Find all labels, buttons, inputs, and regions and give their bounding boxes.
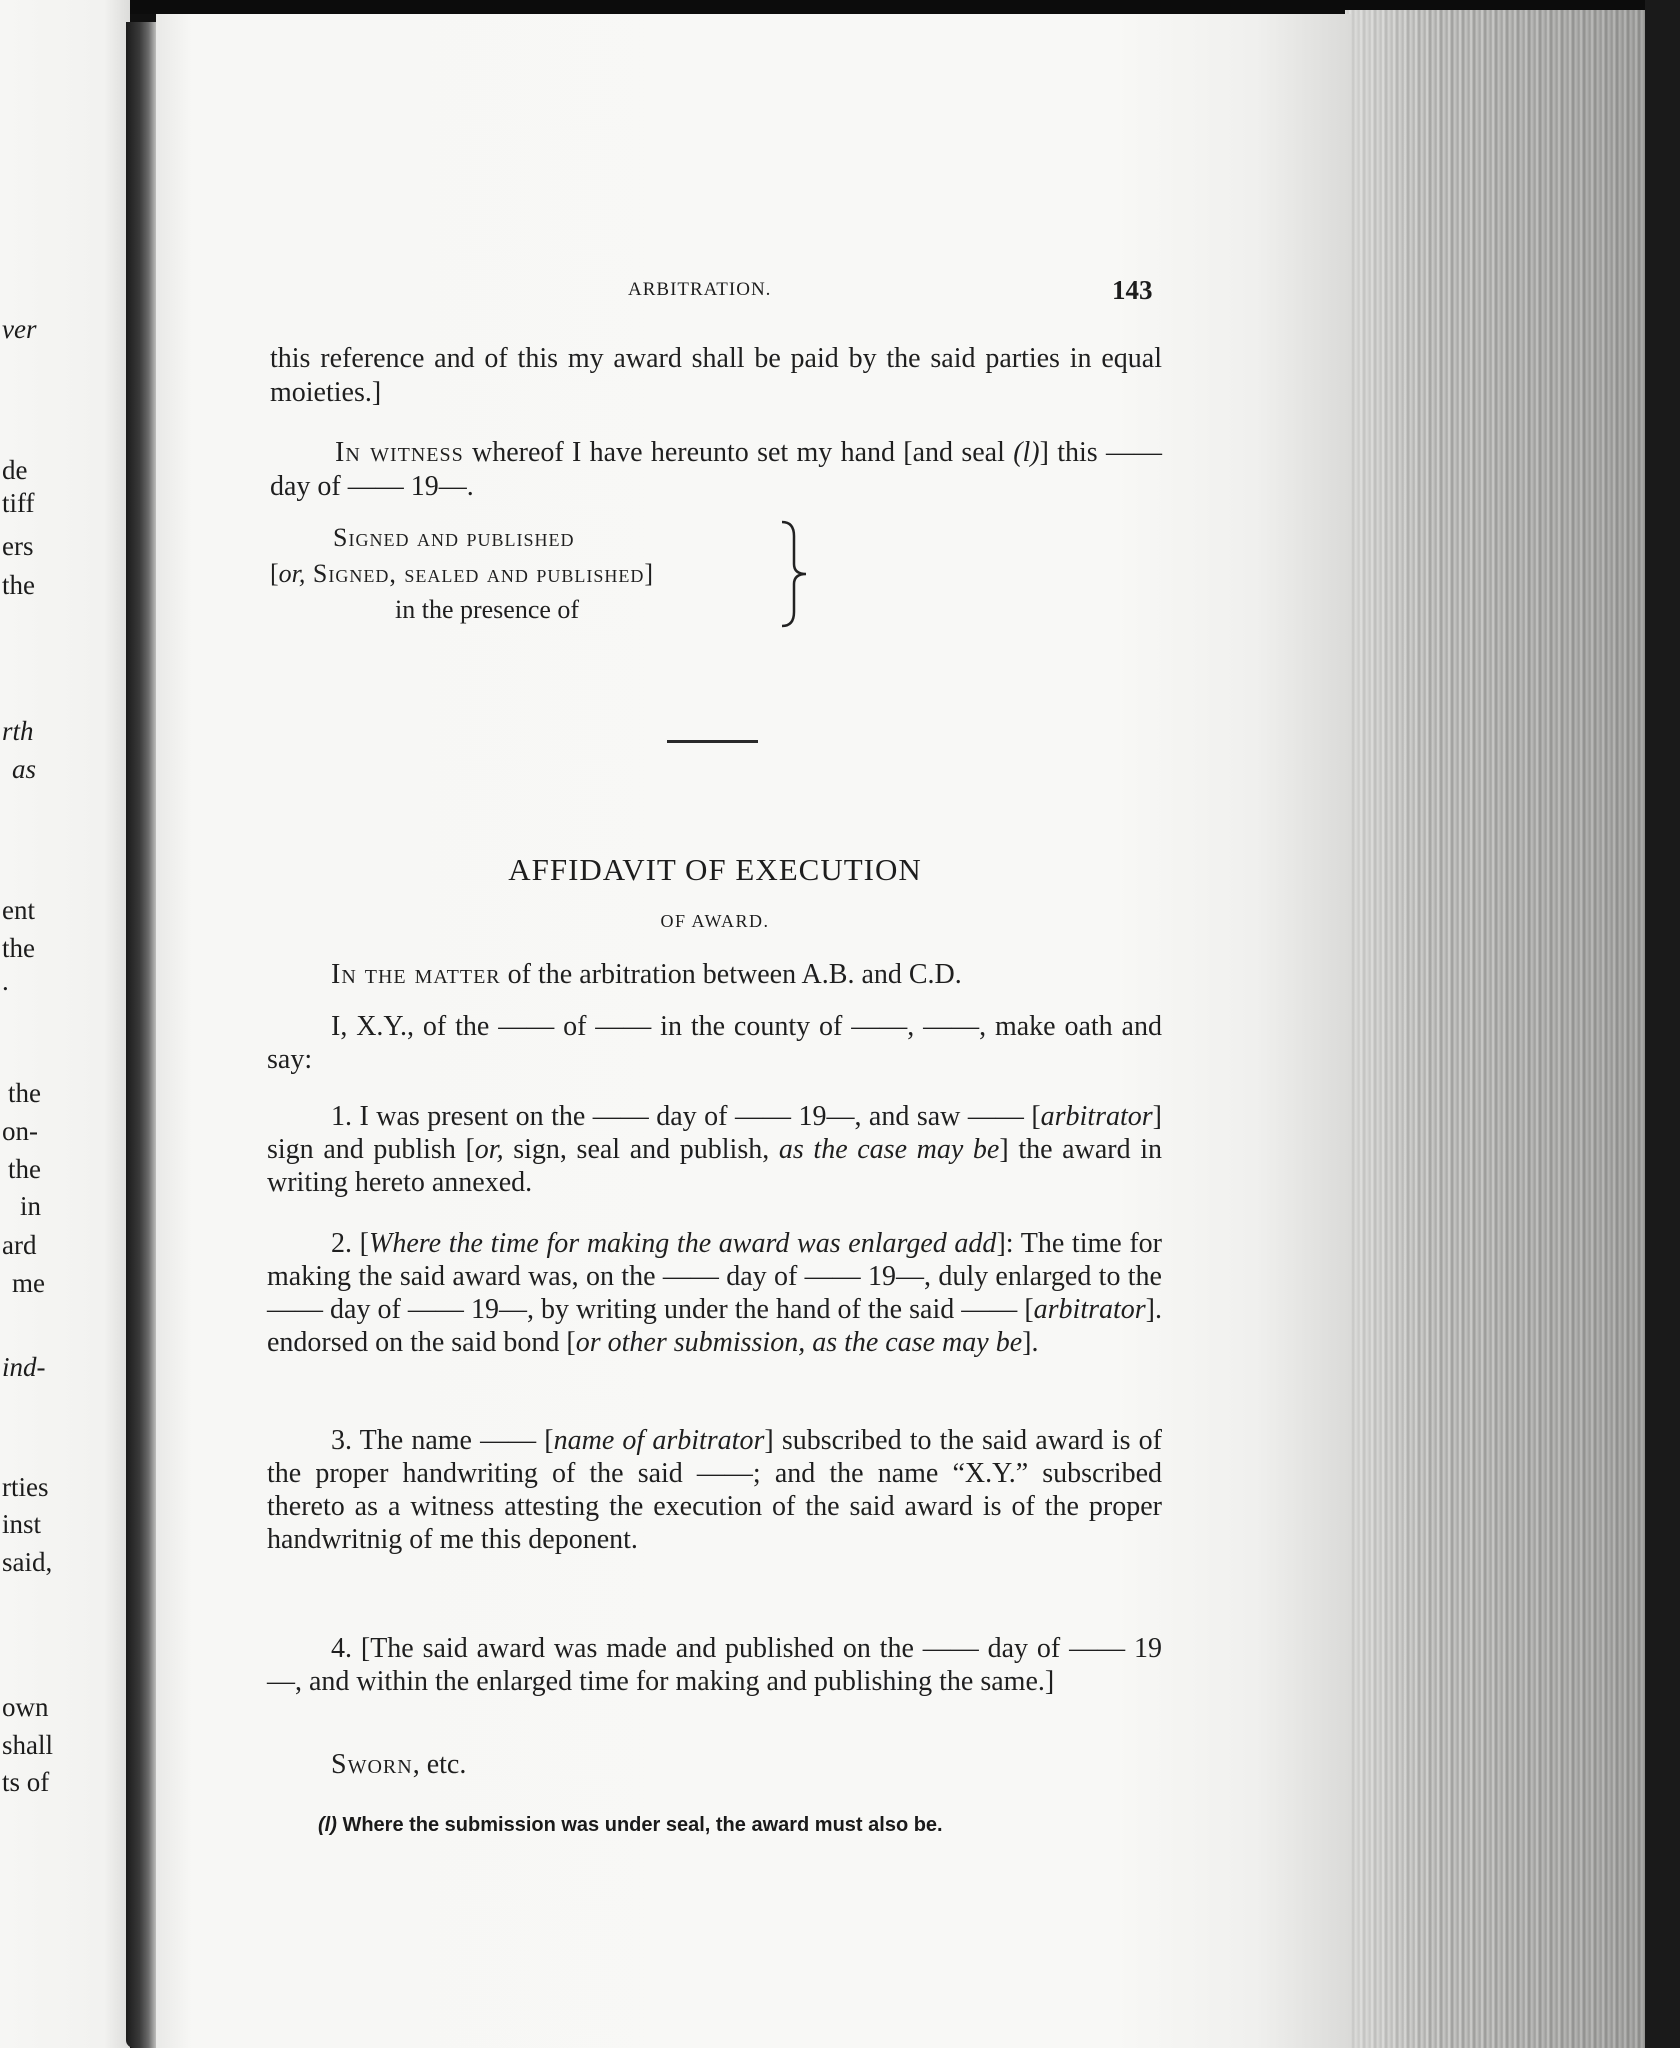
left-page-fragment: as <box>12 754 37 784</box>
left-page-fragment: the <box>8 1078 41 1108</box>
form-subtitle: OF AWARD. <box>660 911 770 931</box>
left-page <box>0 0 130 2048</box>
signature-line-3: in the presence of <box>395 595 580 624</box>
signature-line-2: [or, Signed, sealed and published] <box>270 559 655 588</box>
left-page-fragment: inst <box>2 1509 42 1539</box>
left-page-fragment: ent <box>2 895 35 925</box>
right-brace <box>778 520 812 628</box>
witness-paragraph <box>270 436 1162 504</box>
left-page-fragment: shall <box>2 1730 53 1760</box>
footnote <box>318 1814 943 1837</box>
paragraph-3: 3. The name —— [name of arbitrator] subscribed to the said award is of the proper handwriting of the said ——; and the name “X.Y.” subscribed thereto as a witness attesting the execution of the said award is of the proper handwritnig of me this deponent. <box>267 1425 1162 1555</box>
left-page-fragment: ers <box>2 531 34 561</box>
sworn-line: Sworn, etc. <box>331 1749 467 1780</box>
witness-tail: ] this —— day of —— 19—. <box>270 437 1163 502</box>
matter-line: In the matter of the arbitration between A.B. and C.D. <box>331 959 962 990</box>
left-page-fragment: on- <box>2 1116 38 1146</box>
left-page-fragment: rties <box>2 1472 49 1502</box>
left-page-fragment: ind- <box>2 1352 46 1382</box>
paragraph-2: 2. [Where the time for making the award was enlarged add]: The time for making the said award was, on the —— day of —— 19—, duly enlarged to the —— day of —— 19—, by writing under the hand of the said —— [arbitrator]. endorsed on the said bond [or other submission, as the case may be]. <box>267 1228 1163 1358</box>
page-edges <box>1345 10 1645 2048</box>
form-title: AFFIDAVIT OF EXECUTION <box>508 852 922 887</box>
left-page-fragment: tiff <box>2 488 35 518</box>
left-page-fragment: own <box>2 1692 49 1722</box>
running-head: ARBITRATION. <box>628 279 772 300</box>
witness-lead: In witness <box>335 437 464 468</box>
left-page-fragment: the <box>2 933 35 963</box>
left-page-fragment: ver <box>2 314 37 344</box>
left-page-fragment: ard <box>2 1230 37 1260</box>
witness-text: whereof I have hereunto set my hand [and seal <box>463 437 1014 468</box>
left-page-fragment: ts of <box>2 1767 50 1797</box>
oath-paragraph: I, X.Y., of the —— of —— in the county of ——, ——, make oath and say: <box>267 1011 1162 1075</box>
book-gutter <box>126 22 156 2048</box>
left-page-fragment: de <box>2 455 28 485</box>
footnote-reference: (l) <box>1013 437 1040 468</box>
left-page-fragment: the <box>8 1154 41 1184</box>
continuation-paragraph: this reference and of this my award shall be paid by the said parties in equal moieties.] <box>270 343 1162 408</box>
footnote-mark: (l) <box>318 1814 337 1836</box>
left-page-fragment: rth <box>2 716 34 746</box>
left-page-fragment: in <box>20 1191 42 1221</box>
left-page-fragment: the <box>2 570 35 600</box>
left-page-fragment: said, <box>2 1547 53 1577</box>
page-number: 143 <box>1112 275 1153 305</box>
left-page-fragment: me <box>12 1268 45 1298</box>
paragraph-4: 4. [The said award was made and published on the —— day of —— 19—, and within the enlarged time for making and publishing the same.] <box>267 1633 1162 1697</box>
left-page-fragment: . <box>2 966 9 996</box>
footnote-text: Where the submission was under seal, the award must also be. <box>336 1814 943 1836</box>
paragraph-1: 1. I was present on the —— day of —— 19—, and saw —— [arbitrator] sign and publish [or, sign, seal and publish, as the case may be] the award in writing hereto annexed. <box>267 1101 1162 1198</box>
signature-line-1: Signed and published <box>333 523 575 552</box>
section-divider <box>667 740 758 743</box>
cover-edge <box>1645 0 1680 2048</box>
